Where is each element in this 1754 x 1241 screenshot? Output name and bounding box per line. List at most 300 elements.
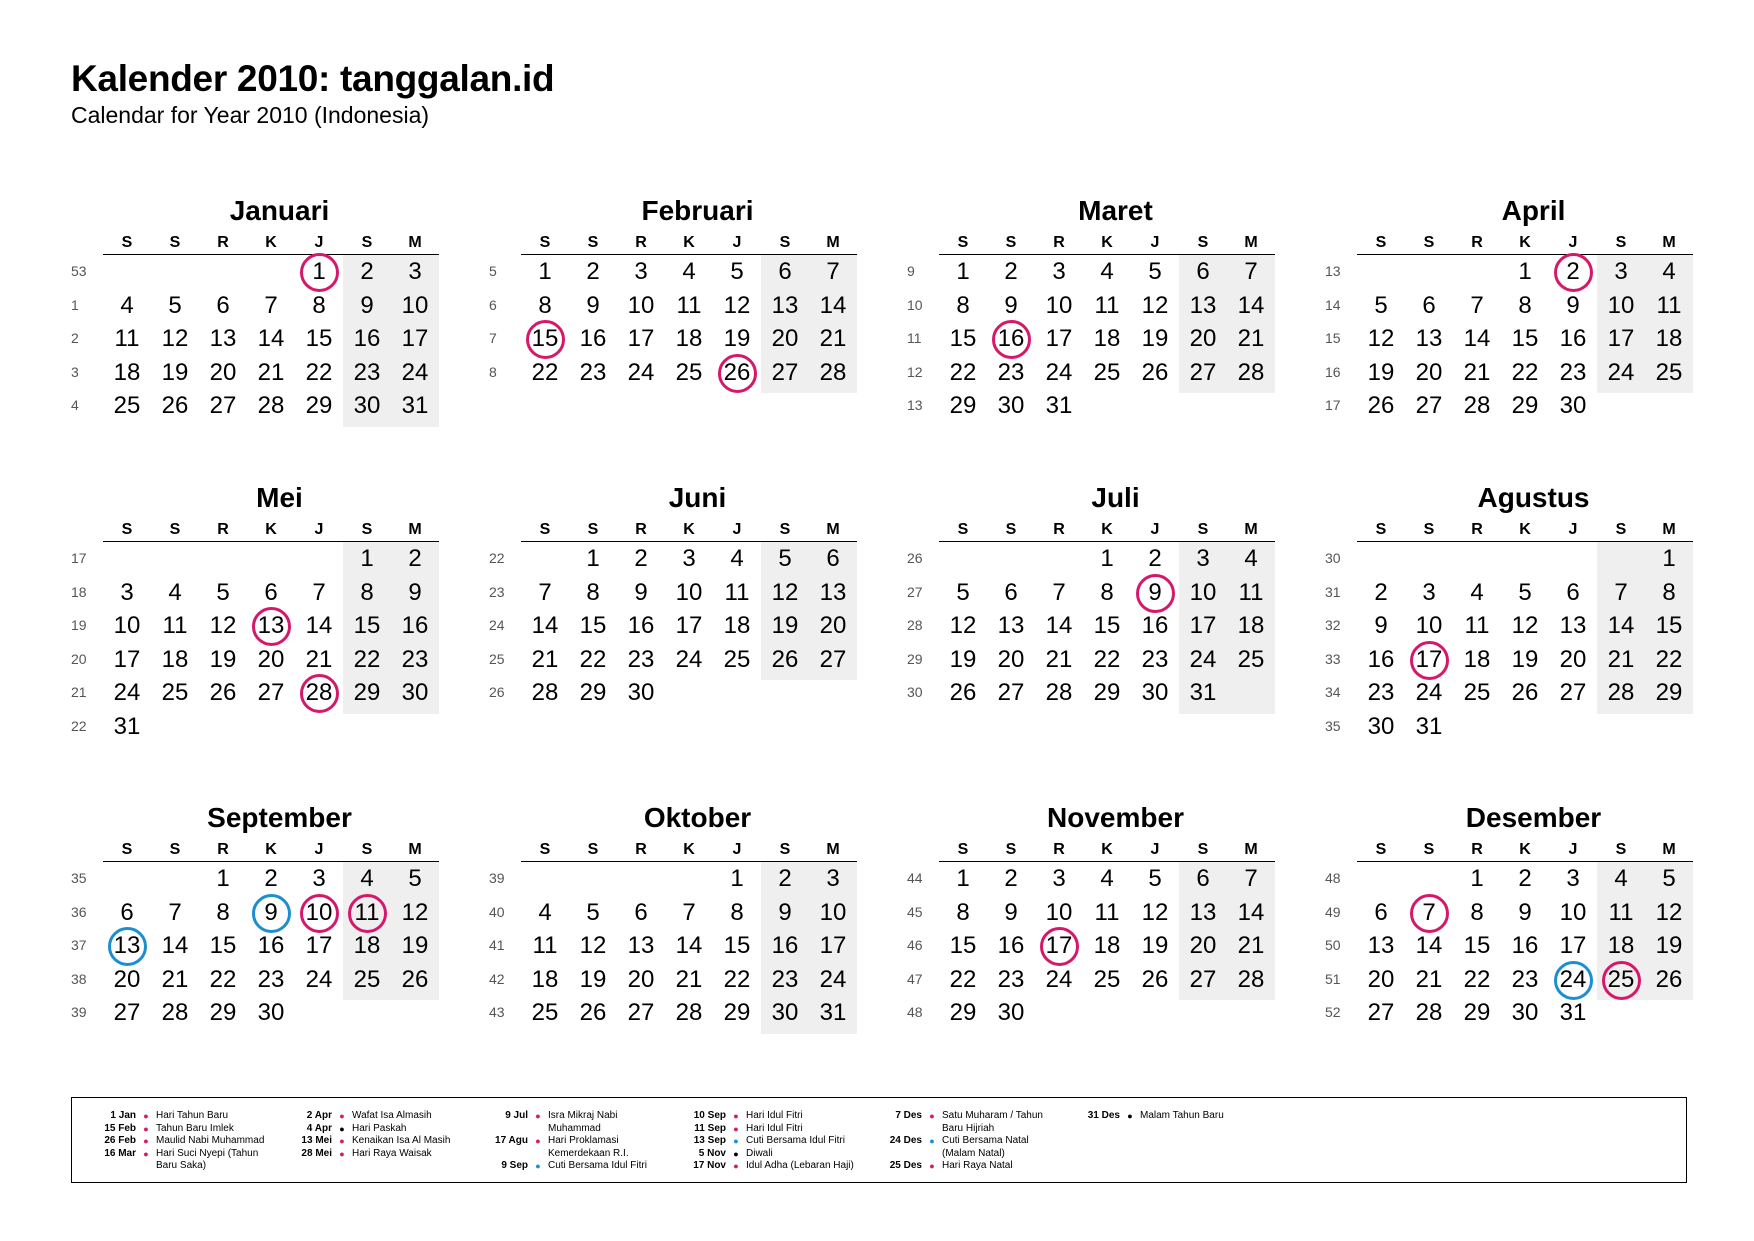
bullet-dot-icon: ●: [733, 1123, 739, 1134]
day-cell: 23: [257, 965, 285, 993]
holiday-date-pink: 9: [1131, 576, 1179, 609]
day-cell: 19: [1655, 932, 1683, 959]
day-cell: 24: [1045, 358, 1073, 386]
weekday-label: S: [1375, 841, 1387, 858]
day-cell: 2: [264, 865, 278, 892]
bullet-dot-icon: ●: [535, 1111, 541, 1121]
day-cell: 24: [1607, 358, 1635, 386]
weekday-label: R: [1471, 841, 1483, 858]
holiday-date-pink: 26: [713, 356, 761, 389]
day-cell: 8: [1662, 578, 1676, 606]
day-cell: 26: [1655, 965, 1683, 993]
day-cell: 19: [723, 325, 751, 352]
day-cell: 24: [675, 645, 703, 673]
weekday-label: K: [265, 521, 277, 538]
day-cell: 4: [1100, 865, 1114, 892]
day-cell: 25: [1237, 645, 1265, 673]
week-number: 35: [1325, 717, 1341, 734]
day-cell: 31: [113, 712, 141, 740]
day-cell: 26: [1141, 965, 1169, 993]
week-number: 22: [71, 717, 87, 734]
day-cell: 31: [1189, 679, 1217, 706]
weekday-label: K: [265, 841, 277, 858]
week-number: 53: [71, 263, 87, 279]
week-number: 22: [489, 550, 505, 566]
day-cell: 30: [997, 392, 1025, 419]
legend-date: 15 Feb: [104, 1122, 136, 1134]
page-subtitle: Calendar for Year 2010 (Indonesia): [71, 102, 430, 128]
day-cell: 15: [1655, 612, 1683, 639]
day-cell: 9: [360, 291, 374, 319]
day-cell: 2: [778, 865, 792, 892]
day-cell: 21: [819, 325, 847, 352]
legend-text: Hari Tahun Baru: [156, 1110, 229, 1121]
day-cell: 30: [1559, 392, 1587, 419]
day-cell: 18: [1093, 325, 1121, 352]
week-number: 13: [1325, 263, 1341, 279]
bullet-dot-icon: ●: [339, 1148, 345, 1159]
legend-text: Satu Muharam / Tahun Baru Hijriah: [942, 1110, 1043, 1134]
week-number: 6: [489, 296, 497, 313]
week-number: 28: [907, 617, 923, 633]
day-cell: 18: [353, 932, 381, 959]
legend-date: 17 Nov: [693, 1160, 726, 1171]
weekday-label: S: [169, 521, 181, 538]
weekday-label: J: [314, 521, 324, 538]
weekday-label: K: [683, 234, 695, 251]
weekday-label: S: [121, 521, 133, 538]
week-number: 31: [1325, 583, 1341, 600]
day-cell: 30: [1511, 999, 1539, 1026]
day-cell: 10: [113, 612, 141, 639]
day-cell: 12: [723, 291, 751, 319]
day-cell: 11: [1094, 291, 1120, 319]
day-cell: 13: [771, 291, 799, 319]
weekday-label: S: [1005, 841, 1017, 858]
day-cell: 16: [627, 612, 655, 639]
legend-text: Kenaikan Isa Al Masih: [352, 1135, 451, 1146]
day-cell: 28: [1607, 679, 1635, 706]
week-number: 35: [71, 870, 87, 886]
day-cell: 26: [579, 999, 607, 1026]
day-cell: 14: [675, 932, 703, 959]
weekday-label: J: [314, 234, 324, 251]
week-number: 39: [489, 870, 505, 886]
weekday-label: R: [217, 234, 229, 251]
day-cell: 21: [531, 645, 559, 673]
day-cell: 6: [1004, 578, 1018, 606]
day-cell: 5: [1662, 865, 1676, 892]
day-cell: 27: [1189, 358, 1217, 386]
day-cell: 20: [1189, 932, 1217, 959]
week-number: 46: [907, 937, 923, 953]
day-cell: 16: [353, 325, 381, 352]
day-cell: 17: [1607, 325, 1635, 352]
legend-date: 24 Des: [889, 1135, 922, 1146]
day-cell: 20: [113, 965, 141, 993]
day-cell: 7: [168, 898, 182, 926]
bullet-dot-icon: ●: [339, 1123, 345, 1134]
day-cell: 24: [1189, 645, 1217, 673]
day-cell: 11: [676, 291, 702, 319]
day-cell: 16: [1367, 645, 1395, 673]
day-cell: 20: [209, 358, 237, 386]
day-cell: 19: [1141, 325, 1169, 352]
day-cell: 24: [305, 965, 333, 993]
day-cell: 20: [257, 645, 285, 673]
day-cell: 13: [1415, 325, 1443, 352]
month-desember: [1325, 800, 1710, 1070]
day-cell: 26: [1141, 358, 1169, 386]
week-number: 27: [907, 583, 923, 600]
month-name: Juli: [1091, 482, 1140, 513]
week-number: 20: [71, 650, 87, 667]
day-cell: 16: [257, 932, 285, 959]
day-cell: 18: [1463, 645, 1491, 673]
bullet-dot-icon: ●: [535, 1136, 541, 1146]
day-cell: 31: [1559, 999, 1587, 1026]
day-cell: 26: [1511, 679, 1539, 706]
week-number: 32: [1325, 617, 1341, 633]
day-cell: 14: [819, 291, 847, 319]
day-cell: 25: [531, 999, 559, 1026]
weekday-label: S: [121, 841, 133, 858]
day-cell: 10: [401, 291, 429, 319]
day-cell: 6: [120, 898, 134, 926]
day-cell: 8: [538, 291, 552, 319]
day-cell: 6: [216, 291, 230, 319]
bullet-dot-icon: ●: [929, 1136, 935, 1146]
weekday-label: S: [539, 841, 551, 858]
day-cell: 13: [1559, 612, 1587, 639]
day-cell: 25: [161, 679, 189, 706]
month-name: Januari: [229, 195, 330, 226]
day-cell: 14: [257, 325, 285, 352]
weekday-label: M: [1662, 521, 1676, 538]
day-cell: 12: [579, 932, 607, 959]
day-cell: 9: [408, 578, 422, 606]
week-number: 12: [907, 363, 923, 380]
day-cell: 14: [161, 932, 189, 959]
bullet-dot-icon: ●: [339, 1136, 345, 1146]
day-cell: 3: [682, 545, 696, 572]
weekday-header: [1357, 233, 1693, 255]
bullet-dot-icon: ●: [929, 1161, 935, 1171]
weekday-label: J: [1150, 841, 1160, 858]
week-number: 14: [1325, 296, 1341, 313]
weekday-label: R: [1053, 234, 1065, 251]
week-number: 17: [71, 550, 87, 566]
day-cell: 7: [826, 258, 840, 285]
day-cell: 14: [1415, 932, 1443, 959]
day-cell: 23: [579, 358, 607, 386]
bullet-dot-icon: ●: [733, 1161, 739, 1171]
legend-date: 1 Jan: [110, 1110, 136, 1121]
day-cell: 15: [949, 325, 977, 352]
legend-date: 5 Nov: [698, 1147, 726, 1159]
week-number: 42: [489, 970, 505, 987]
legend-text: Cuti Bersama Idul Fitri: [548, 1160, 647, 1171]
day-cell: 25: [723, 645, 751, 673]
day-cell: 27: [257, 679, 285, 706]
weekday-label: J: [1568, 841, 1578, 858]
day-cell: 20: [1415, 358, 1443, 386]
legend-text: Hari Idul Fitri: [746, 1110, 803, 1121]
day-cell: 19: [1511, 645, 1539, 673]
day-cell: 7: [682, 898, 696, 926]
weekday-label: R: [635, 841, 647, 858]
day-cell: 11: [1608, 898, 1634, 926]
day-cell: 2: [634, 545, 648, 572]
day-cell: 1: [216, 865, 230, 892]
legend-entry: [286, 1148, 464, 1161]
day-cell: 14: [1045, 612, 1073, 639]
day-cell: 22: [305, 358, 333, 386]
weekday-label: K: [1519, 841, 1531, 858]
day-cell: 19: [1141, 932, 1169, 959]
week-number: 29: [907, 650, 923, 667]
legend-text: Diwali: [746, 1147, 773, 1159]
day-cell: 28: [161, 999, 189, 1026]
legend-entry: [876, 1110, 1054, 1135]
day-cell: 1: [360, 545, 374, 572]
weekday-label: J: [732, 234, 742, 251]
week-number: 21: [71, 684, 87, 700]
legend-text: Idul Adha (Lebaran Haji): [746, 1160, 854, 1171]
weekday-header: [103, 520, 439, 542]
day-cell: 3: [1052, 865, 1066, 892]
day-cell: 30: [257, 999, 285, 1026]
week-number: 17: [1325, 397, 1341, 413]
legend-text: Maulid Nabi Muhammad: [156, 1135, 265, 1146]
day-cell: 22: [1655, 645, 1683, 673]
day-cell: 1: [956, 865, 970, 892]
day-cell: 20: [997, 645, 1025, 673]
week-number: 36: [71, 903, 87, 920]
day-cell: 2: [1374, 578, 1388, 606]
day-cell: 24: [401, 358, 429, 386]
week-number: 13: [907, 397, 923, 413]
weekday-header: [939, 840, 1275, 862]
day-cell: 18: [1655, 325, 1683, 352]
month-name: Juni: [668, 482, 727, 513]
day-cell: 6: [1374, 898, 1388, 926]
weekday-label: S: [779, 234, 791, 251]
weekday-label: S: [779, 521, 791, 538]
day-cell: 5: [1148, 865, 1162, 892]
day-cell: 17: [305, 932, 333, 959]
day-cell: 27: [997, 679, 1025, 706]
week-number: 8: [489, 363, 497, 380]
weekday-label: S: [169, 234, 181, 251]
day-cell: 28: [1045, 679, 1073, 706]
legend-date: 25 Des: [889, 1160, 922, 1171]
legend-entry: [286, 1123, 464, 1136]
bullet-dot-icon: ●: [535, 1161, 541, 1171]
day-cell: 8: [586, 578, 600, 606]
legend-column: [876, 1110, 1054, 1173]
day-cell: 23: [1559, 358, 1587, 386]
day-cell: 20: [819, 612, 847, 639]
day-cell: 17: [627, 325, 655, 352]
weekday-label: S: [1375, 234, 1387, 251]
day-cell: 1: [586, 545, 600, 572]
day-cell: 15: [723, 932, 751, 959]
day-cell: 5: [216, 578, 230, 606]
day-cell: 4: [682, 258, 696, 285]
bullet-dot-icon: ●: [1127, 1111, 1133, 1121]
weekday-label: S: [1615, 234, 1627, 251]
day-cell: 16: [771, 932, 799, 959]
legend-entry: [482, 1135, 660, 1160]
legend-text: Tahun Baru Imlek: [156, 1122, 234, 1134]
day-cell: 17: [1559, 932, 1587, 959]
day-cell: 14: [1463, 325, 1491, 352]
day-cell: 17: [819, 932, 847, 959]
day-cell: 20: [627, 965, 655, 993]
day-cell: 8: [216, 898, 230, 926]
weekday-label: K: [1101, 521, 1113, 538]
month-november: [907, 800, 1292, 1070]
day-cell: 15: [579, 612, 607, 639]
month-agustus: [1325, 480, 1710, 750]
bullet-dot-icon: ●: [143, 1148, 149, 1159]
day-cell: 15: [1093, 612, 1121, 639]
weekday-label: R: [217, 841, 229, 858]
day-cell: 30: [997, 999, 1025, 1026]
day-cell: 9: [1518, 898, 1532, 926]
day-cell: 24: [627, 358, 655, 386]
day-cell: 1: [1100, 545, 1114, 572]
day-cell: 7: [264, 291, 278, 319]
day-cell: 9: [586, 291, 600, 319]
legend-entry: [286, 1110, 464, 1123]
day-cell: 25: [113, 392, 141, 419]
day-cell: 21: [1415, 965, 1443, 993]
week-number: 25: [489, 650, 505, 667]
legend-date: 10 Sep: [693, 1110, 726, 1121]
day-cell: 20: [1559, 645, 1587, 673]
legend-date: 17 Agu: [495, 1135, 528, 1146]
day-cell: 24: [819, 965, 847, 993]
day-cell: 17: [675, 612, 703, 639]
weekday-header: [1357, 520, 1693, 542]
day-cell: 28: [675, 999, 703, 1026]
weekday-label: S: [587, 234, 599, 251]
day-cell: 11: [162, 612, 188, 639]
weekday-label: K: [683, 521, 695, 538]
day-cell: 27: [819, 645, 847, 673]
day-cell: 11: [1094, 898, 1120, 926]
legend-column: [1074, 1110, 1252, 1123]
weekday-label: S: [957, 234, 969, 251]
day-cell: 25: [675, 358, 703, 386]
bullet-dot-icon: ●: [733, 1111, 739, 1121]
day-cell: 21: [1237, 932, 1265, 959]
legend-text: Isra Mikraj Nabi Muhammad: [548, 1110, 618, 1134]
day-cell: 2: [1518, 865, 1532, 892]
month-september: [71, 800, 456, 1070]
month-name: November: [1047, 802, 1184, 833]
weekday-label: K: [265, 234, 277, 251]
day-cell: 18: [1237, 612, 1265, 639]
month-juli: [907, 480, 1292, 750]
day-cell: 7: [1052, 578, 1066, 606]
day-cell: 14: [531, 612, 559, 639]
day-cell: 4: [120, 291, 134, 319]
day-cell: 4: [360, 865, 374, 892]
holiday-date-pink: 11: [343, 896, 391, 929]
holiday-date-blue: 24: [1549, 963, 1597, 996]
day-cell: 27: [1367, 999, 1395, 1026]
day-cell: 24: [1415, 679, 1443, 706]
weekday-label: M: [1244, 521, 1258, 538]
day-cell: 26: [161, 392, 189, 419]
day-cell: 6: [1566, 578, 1580, 606]
weekday-label: M: [1244, 841, 1258, 858]
weekday-label: M: [1662, 841, 1676, 858]
week-number: 24: [489, 617, 505, 633]
month-name: Desember: [1465, 802, 1602, 833]
weekday-label: J: [1568, 234, 1578, 251]
weekday-label: S: [779, 841, 791, 858]
day-cell: 12: [949, 612, 977, 639]
day-cell: 28: [1237, 358, 1265, 386]
week-number: 50: [1325, 937, 1341, 953]
day-cell: 17: [1189, 612, 1217, 639]
day-cell: 30: [353, 392, 381, 419]
weekday-label: S: [539, 234, 551, 251]
day-cell: 16: [1141, 612, 1169, 639]
day-cell: 9: [1374, 612, 1388, 639]
legend-date: 7 Des: [895, 1110, 922, 1121]
legend-text: Hari Idul Fitri: [746, 1122, 803, 1134]
day-cell: 27: [627, 999, 655, 1026]
day-cell: 23: [401, 645, 429, 673]
month-name: Agustus: [1477, 482, 1590, 513]
weekday-label: K: [683, 841, 695, 858]
day-cell: 23: [1511, 965, 1539, 993]
holiday-date-pink: 15: [521, 322, 569, 355]
day-cell: 20: [771, 325, 799, 352]
weekday-label: R: [635, 234, 647, 251]
day-cell: 8: [730, 898, 744, 926]
day-cell: 8: [360, 578, 374, 606]
day-cell: 29: [209, 999, 237, 1026]
day-cell: 5: [1374, 291, 1388, 319]
weekday-label: S: [957, 841, 969, 858]
legend-text: Wafat Isa Almasih: [352, 1110, 432, 1121]
holiday-date-pink: 16: [987, 322, 1035, 355]
day-cell: 15: [1511, 325, 1539, 352]
day-cell: 2: [1004, 258, 1018, 285]
day-cell: 14: [1237, 898, 1265, 926]
day-cell: 28: [1237, 965, 1265, 993]
week-number: 26: [907, 550, 923, 566]
day-cell: 15: [209, 932, 237, 959]
day-cell: 7: [1470, 291, 1484, 319]
weekday-label: S: [361, 521, 373, 538]
weekday-label: S: [587, 521, 599, 538]
holiday-date-pink: 2: [1549, 255, 1597, 288]
day-cell: 16: [401, 612, 429, 639]
holiday-date-pink: 10: [295, 896, 343, 929]
day-cell: 19: [949, 645, 977, 673]
day-cell: 19: [771, 612, 799, 639]
weekday-header: [521, 233, 857, 255]
day-cell: 22: [579, 645, 607, 673]
day-cell: 2: [586, 258, 600, 285]
